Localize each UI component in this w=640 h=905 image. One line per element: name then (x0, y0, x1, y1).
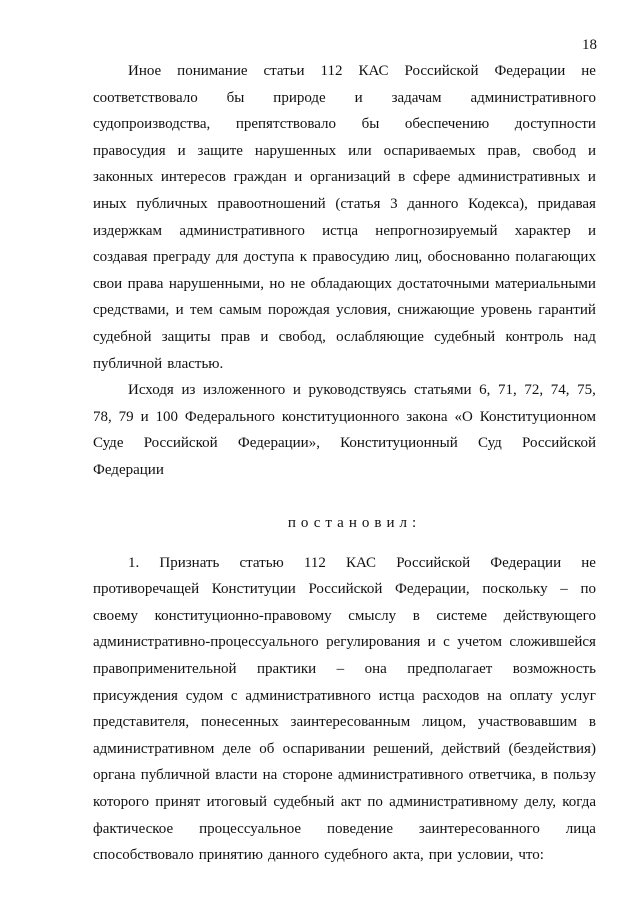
text-line: способствовало принятию данного судебного акта, при условии, что: (93, 847, 544, 864)
text-line: фактическое процессуальное поведение заинтересованного лица (93, 820, 596, 837)
document-body (93, 58, 596, 869)
paragraph-conclusion (93, 58, 596, 377)
text-line: 1. Признать статью 112 КАС Российской Федерации не (128, 554, 596, 571)
spacer (93, 484, 596, 511)
text-line: издержкам административного истца непрогнозируемый характер и (93, 222, 596, 239)
text-line: законных интересов граждан и организаций в сфере административных и (93, 169, 596, 186)
text-line: Суде Российской Федерации», Конституционный Суд Российской (93, 435, 596, 452)
text-line: административно-процессуального регулирования и с учетом сложившейся (93, 634, 596, 651)
paragraph-ruling-1 (93, 550, 596, 869)
text-line: судопроизводства, препятствовало бы обеспечению доступности (93, 116, 596, 133)
text-line: органа публичной власти на стороне административного ответчика, в пользу (93, 767, 596, 784)
text-line: правоприменительной практики – она предполагает возможность (93, 661, 596, 678)
text-line: 78, 79 и 100 Федерального конституционного закона «О Конституционном (93, 408, 596, 425)
text-line: публичной властью. (93, 355, 224, 372)
text-line: административном деле об оспаривании решений, действий (бездействия) (93, 740, 596, 757)
text-line: судебной защиты прав и свобод, ослабляющие судебный контроль над (93, 328, 596, 345)
page-number: 18 (582, 37, 597, 53)
text-line: Иное понимание статьи 112 КАС Российской Федерации не (128, 63, 596, 79)
text-line: присуждения судом с административного истца расходов на оплату услуг (93, 687, 596, 704)
spacer (93, 537, 596, 550)
text-line: противоречащей Конституции Российской Федерации, поскольку – по (93, 581, 596, 598)
text-line: соответствовало бы природе и задачам административного (93, 89, 596, 106)
paragraph-basis (93, 377, 596, 483)
text-line: своему конституционно-правовому смыслу в системе действующего (93, 607, 596, 624)
text-line: которого принят итоговый судебный акт по административному делу, когда (93, 794, 596, 811)
text-line: иных публичных правоотношений (статья 3 данного Кодекса), придавая (93, 195, 596, 212)
text-line: правосудия и защите нарушенных или оспариваемых прав, свобод и (93, 142, 596, 159)
text-line: Федерации (93, 461, 164, 478)
text-line: представителя, понесенных заинтересованным лицом, участвовавшим в (93, 714, 596, 731)
text-line: средствами, и тем самым порождая условия, снижающие уровень гарантий (93, 302, 596, 319)
text-line: Исходя из изложенного и руководствуясь статьями 6, 71, 72, 74, 75, (128, 382, 596, 399)
resolution-heading: постановил: (287, 515, 422, 532)
text-line: создавая преграду для доступа к правосудию лиц, обоснованно полагающих (93, 249, 596, 266)
text-line: свои права нарушенными, но не обладающих достаточными материальными (93, 275, 596, 292)
